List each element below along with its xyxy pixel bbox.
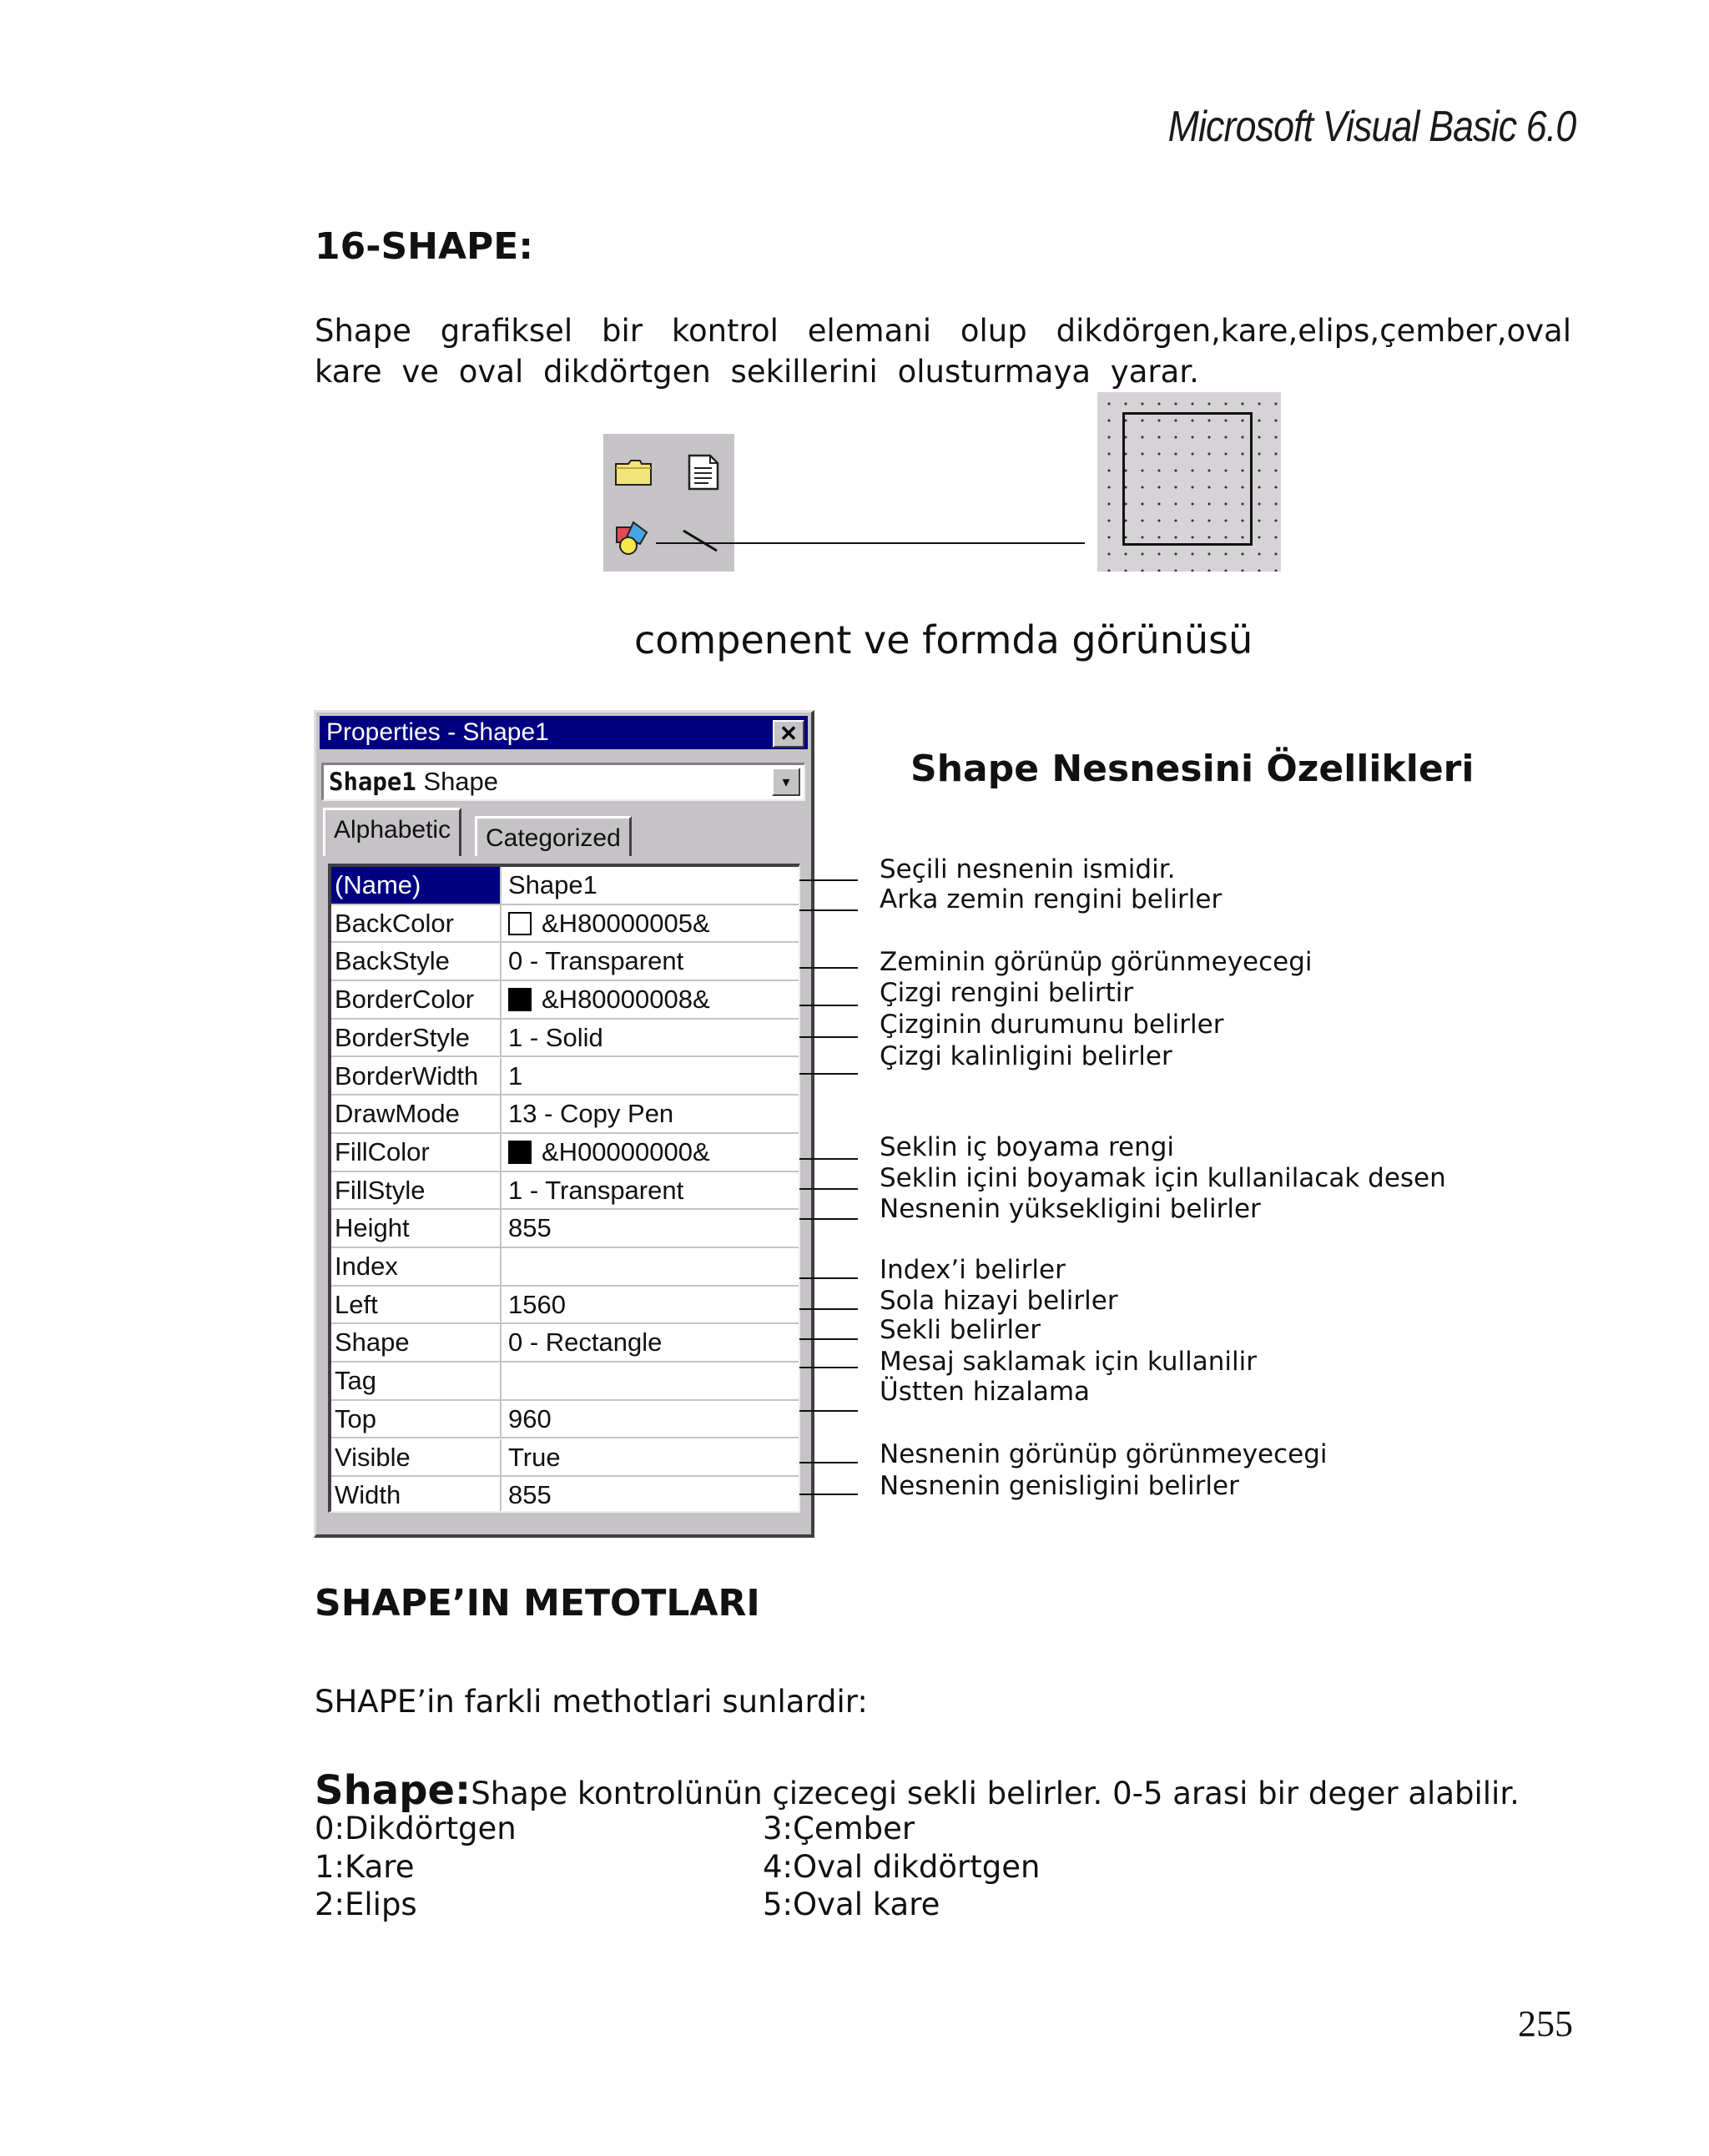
annotation-text: Sekli belirler xyxy=(880,1315,1041,1345)
annotation-text: Seçili nesnenin ismidir. xyxy=(880,854,1176,884)
property-value[interactable] xyxy=(505,905,797,942)
property-value[interactable] xyxy=(505,1134,797,1171)
color-swatch xyxy=(508,988,532,1011)
property-name: BorderWidth xyxy=(331,1058,502,1095)
property-name: DrawMode xyxy=(331,1096,502,1132)
property-row[interactable] xyxy=(331,867,799,905)
property-name: FillStyle xyxy=(331,1172,502,1209)
annotation-text: Seklin iç boyama rengi xyxy=(880,1132,1175,1162)
property-value-text: 1 xyxy=(508,1060,523,1091)
property-value[interactable] xyxy=(505,1401,797,1438)
property-row[interactable] xyxy=(331,905,799,944)
dropdown-button[interactable] xyxy=(772,768,800,796)
close-button[interactable] xyxy=(773,720,804,748)
annotation-leader-line xyxy=(799,1005,858,1006)
property-name: Height xyxy=(331,1210,502,1247)
shape-option: 1:Kare xyxy=(315,1849,415,1885)
page-number: 255 xyxy=(1518,2003,1573,2044)
annotation-leader-line xyxy=(799,1367,858,1368)
annotation-leader-line xyxy=(799,879,858,881)
property-value-text: 855 xyxy=(508,1213,552,1243)
running-header: Microsoft Visual Basic 6.0 xyxy=(1167,103,1575,151)
color-swatch xyxy=(508,1141,532,1164)
property-value[interactable] xyxy=(505,1287,797,1323)
property-value-text: 855 xyxy=(508,1480,552,1510)
annotation-leader-line xyxy=(799,1218,858,1220)
annotation-leader-line xyxy=(799,1308,858,1310)
properties-titlebar[interactable] xyxy=(320,716,808,749)
property-value-text: Shape1 xyxy=(508,870,597,899)
property-value-text: 0 - Rectangle xyxy=(508,1327,663,1358)
property-row[interactable] xyxy=(331,1324,799,1363)
annotation-leader-line xyxy=(799,1188,858,1190)
chevron-down-icon: ▾ xyxy=(782,773,790,790)
annotation-text: Çizginin durumunu belirler xyxy=(880,1010,1224,1040)
property-value-text: &H80000005& xyxy=(542,908,710,938)
property-value-text: 1 - Solid xyxy=(508,1022,603,1052)
property-value[interactable] xyxy=(505,867,797,904)
annotation-leader-line xyxy=(799,967,858,969)
close-icon: ✕ xyxy=(779,721,798,746)
property-value[interactable] xyxy=(505,1210,797,1247)
annotation-leader-line xyxy=(799,1462,858,1463)
property-row[interactable] xyxy=(331,1439,799,1478)
annotation-text: Nesnenin genisligini belirler xyxy=(880,1471,1239,1501)
object-type: Shape xyxy=(423,767,499,796)
shape-option: 4:Oval dikdörtgen xyxy=(763,1849,1041,1885)
annotation-leader-line xyxy=(799,1158,858,1160)
rectangle-shape[interactable] xyxy=(1122,412,1253,546)
annotation-leader-line xyxy=(799,1338,858,1340)
intro-paragraph: Shape grafiksel bir kontrol elemani olup dikdörgen,kare,elips,çember,oval kare ve oval dikdörtgen sekillerini olusturmaya yarar. xyxy=(315,313,1571,390)
property-name: BackColor xyxy=(331,905,502,942)
property-row[interactable] xyxy=(331,1248,799,1287)
tab-alphabetic[interactable]: Alphabetic xyxy=(323,808,461,856)
annotation-text: Nesnenin yüksekligini belirler xyxy=(880,1194,1261,1224)
annotation-text: Zeminin görünüp görünmeyecegi xyxy=(880,947,1313,977)
property-name: Tag xyxy=(331,1363,502,1399)
annotation-leader-line xyxy=(799,909,858,911)
property-value-text: True xyxy=(508,1442,561,1472)
shape-description-text: Shape kontrolünün çizecegi sekli belirler. 0-5 arasi bir deger alabilir. xyxy=(471,1776,1520,1811)
property-row[interactable] xyxy=(331,1134,799,1172)
property-grid xyxy=(328,864,800,1513)
property-value[interactable] xyxy=(505,1020,797,1056)
tab-categorized[interactable]: Categorized xyxy=(475,816,632,856)
shape-label: Shape: xyxy=(315,1767,471,1814)
annotation-text: Sola hizayi belirler xyxy=(880,1286,1118,1316)
property-value-text: &H00000000& xyxy=(542,1136,710,1166)
annotation-text: Çizgi kalinligini belirler xyxy=(880,1041,1172,1071)
property-value[interactable] xyxy=(505,1477,797,1513)
property-row[interactable] xyxy=(331,1477,799,1513)
shape-option: 3:Çember xyxy=(763,1811,915,1846)
property-name: (Name) xyxy=(331,867,502,904)
property-name: Left xyxy=(331,1287,502,1323)
object-selector[interactable] xyxy=(321,763,805,801)
annotation-text: Çizgi rengini belirtir xyxy=(880,978,1134,1008)
property-row[interactable] xyxy=(331,1210,799,1248)
property-row[interactable] xyxy=(331,943,799,981)
property-value[interactable] xyxy=(505,1248,797,1285)
property-value[interactable] xyxy=(505,1324,797,1361)
shape-option: 0:Dikdörtgen xyxy=(315,1811,517,1846)
property-value[interactable] xyxy=(505,1439,797,1476)
property-value-text: 0 - Transparent xyxy=(508,946,684,976)
methods-title: SHAPE’IN METOTLARI xyxy=(315,1582,760,1625)
property-value[interactable] xyxy=(505,1058,797,1095)
object-name: Shape1 xyxy=(329,768,416,796)
property-value[interactable] xyxy=(505,981,797,1018)
property-name: Shape xyxy=(331,1324,502,1361)
property-name: FillColor xyxy=(331,1134,502,1171)
property-value[interactable] xyxy=(505,1172,797,1209)
property-value[interactable] xyxy=(505,943,797,980)
folder-icon xyxy=(615,459,652,486)
annotation-leader-line xyxy=(799,1410,858,1412)
annotation-leader-line xyxy=(799,1036,858,1038)
property-name: Width xyxy=(331,1477,502,1513)
toolbox-snippet xyxy=(603,434,734,572)
property-value-text: 960 xyxy=(508,1403,552,1433)
property-name: Top xyxy=(331,1401,502,1438)
property-row[interactable] xyxy=(331,981,799,1020)
property-row[interactable] xyxy=(331,1172,799,1211)
properties-window xyxy=(314,710,814,1538)
annotation-text: Arka zemin rengini belirler xyxy=(880,884,1223,914)
section-title: 16-SHAPE: xyxy=(315,225,533,268)
property-row[interactable] xyxy=(331,1096,799,1134)
property-row[interactable] xyxy=(331,1401,799,1439)
shape-description xyxy=(315,1767,1520,1814)
property-name: BackStyle xyxy=(331,943,502,980)
annotation-text: Üstten hizalama xyxy=(880,1377,1091,1407)
annotation-leader-line xyxy=(799,1073,858,1075)
property-name: BorderStyle xyxy=(331,1020,502,1056)
property-name: Visible xyxy=(331,1439,502,1476)
property-name: BorderColor xyxy=(331,981,502,1018)
shape-tool-icon[interactable] xyxy=(615,521,650,556)
line-tool-icon[interactable] xyxy=(678,524,722,557)
annotation-leader-line xyxy=(799,1277,858,1279)
connector-line xyxy=(656,542,1085,544)
property-name: Index xyxy=(331,1248,502,1285)
shape-option: 2:Elips xyxy=(315,1886,417,1922)
property-value-text: 1 - Transparent xyxy=(508,1175,684,1205)
property-row[interactable] xyxy=(331,1058,799,1096)
property-value-text: &H80000008& xyxy=(542,985,710,1015)
property-value[interactable] xyxy=(505,1363,797,1399)
property-row[interactable] xyxy=(331,1363,799,1401)
form-preview xyxy=(1097,392,1281,572)
annotation-text: Index’i belirler xyxy=(880,1255,1066,1285)
property-value-text: 1560 xyxy=(508,1289,566,1319)
annotation-text: Seklin içini boyamak için kullanilacak desen xyxy=(880,1163,1446,1193)
property-row[interactable] xyxy=(331,1287,799,1325)
property-value-text: 13 - Copy Pen xyxy=(508,1099,674,1129)
annotation-leader-line xyxy=(799,1494,858,1495)
annotation-text: Mesaj saklamak için kullanilir xyxy=(880,1347,1258,1377)
document-icon xyxy=(687,454,720,491)
property-value[interactable] xyxy=(505,1096,797,1132)
annotation-text: Nesnenin görünüp görünmeyecegi xyxy=(880,1439,1328,1469)
property-row[interactable] xyxy=(331,1020,799,1058)
figure-caption: compenent ve formda görünüsü xyxy=(634,617,1253,662)
color-swatch xyxy=(508,912,532,935)
properties-title: Properties - Shape1 xyxy=(326,718,549,746)
shape-option: 5:Oval kare xyxy=(763,1886,940,1922)
methods-intro: SHAPE’in farkli methotlari sunlardir: xyxy=(315,1684,868,1720)
properties-heading: Shape Nesnesini Özellikleri xyxy=(910,748,1475,790)
